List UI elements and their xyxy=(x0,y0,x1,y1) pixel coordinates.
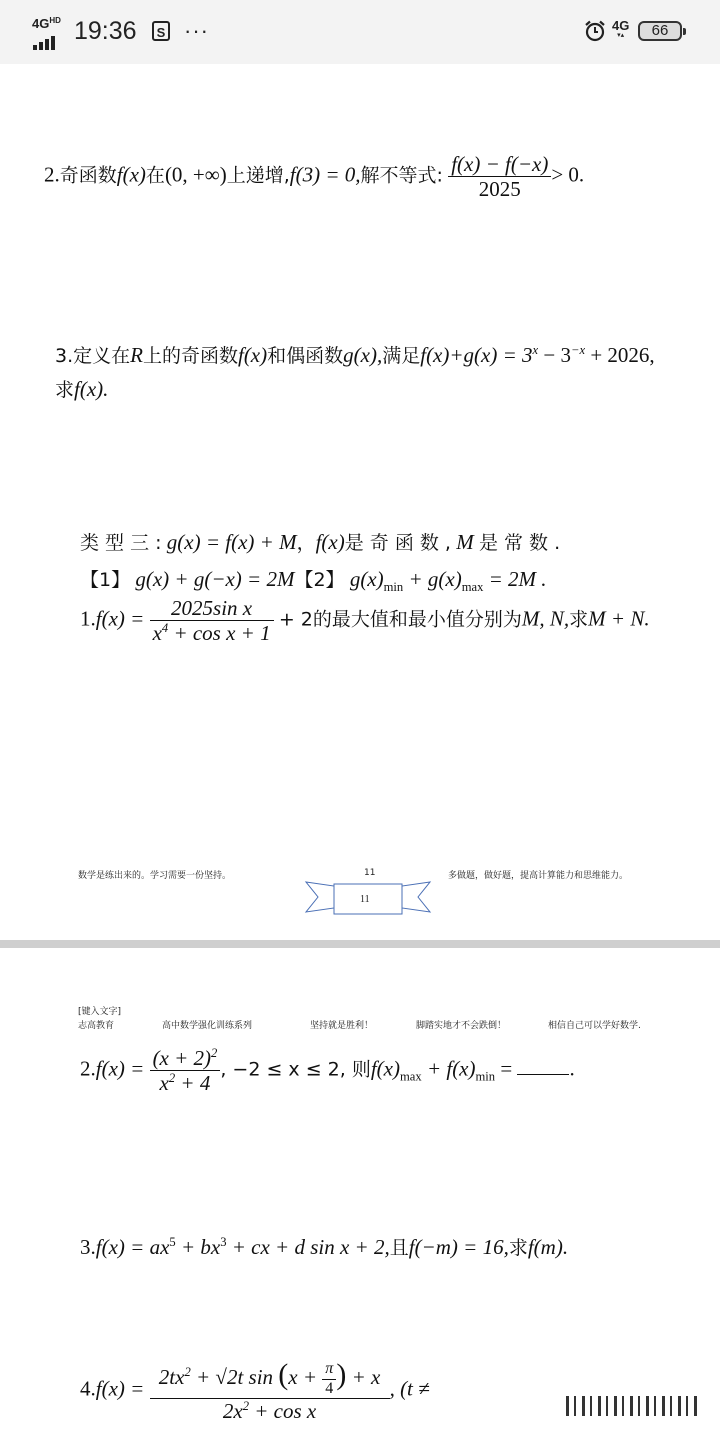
mobile-data-icon: 4G ▾▴ xyxy=(612,18,630,39)
status-bar xyxy=(0,0,720,64)
app-notification-icon: S xyxy=(152,21,170,41)
battery-icon: 66 xyxy=(638,21,682,41)
question-1: 1.f(x) = $\frac{\text{2025sin x}}{x^4 + \cos x + 1}$ + 2的最大值和最小值分别为M, N,求M + N. xyxy=(80,596,650,646)
header-item: 相信自己可以学好数学. xyxy=(548,1021,641,1031)
cellular-signal-icon: $4G^{HD}$ xyxy=(32,16,66,46)
answer-blank[interactable] xyxy=(517,1053,569,1075)
fraction: $\frac{\text{2025sin x}}{x^4 + \cos x + 1}$ xyxy=(150,596,274,645)
type-3-heading: 类 型 三 : g(x) = f(x) + M，f(x)是 奇 函 数 , M 是 常 数 . xyxy=(80,530,561,554)
more-notifications-icon: ··· xyxy=(184,18,209,43)
question-2: 2.f(x) = $\frac{(x + 2)^2}{x^2 + 4}$ , −2 ≤ x ≤ 2, 则$f(x)_{max} + f(x)_{min}$ = . xyxy=(80,1046,575,1096)
alarm-icon xyxy=(584,20,606,42)
problem-3-line-2: 求f(x). xyxy=(55,377,109,401)
header-placeholder: [键入文字] xyxy=(78,1007,122,1017)
question-3: $3.f(x) = ax^5 + bx^3$ + cx + d sin x + 2,且f(−m) = 16,求f(m). xyxy=(80,1235,569,1259)
fraction: $\frac{f(x) - f(-x)}{2025}$ xyxy=(448,152,551,201)
page-divider xyxy=(0,940,720,948)
page-number: 11 xyxy=(364,868,376,878)
watermark-icon xyxy=(560,1392,710,1420)
header-item: 高中数学强化训练系列 xyxy=(162,1021,253,1031)
fraction: $\frac{(x + 2)^2}{x^2 + 4}$ xyxy=(150,1046,221,1095)
question-4: 4.f(x) = $2tx^2 + √2t$ sin (x + $\frac{\pi}{4}$ ) + x $2x^2 + \cos x$ , (t ≠ xyxy=(80,1358,430,1424)
problem-2: 2.奇函数f(x)在(0, +∞)上递增,f(3) = 0,解不等式: $\frac{f(x) - f(-x)}{2025}$ > 0. xyxy=(44,152,585,202)
header-item: 脚踏实地才不会跌倒！ xyxy=(416,1021,507,1031)
header-item: 志高教育 xyxy=(78,1021,115,1031)
problem-3-line-1: 3.定义在R上的奇函数f(x)和偶函数g(x),满足$f(x)+g(x) = 3^x - 3^{-x} + 2026$, xyxy=(55,343,655,367)
clock: 19:36 xyxy=(74,17,137,45)
type-3-facts: 【1】 g(x) + g(−x) = 2M【2】 $g(x)_{min} + g(x)_{max} = 2M$ . xyxy=(80,567,547,595)
header-item: 坚持就是胜利！ xyxy=(310,1021,374,1031)
ribbon-page-number: 11 xyxy=(360,894,370,905)
fraction: $2tx^2 + √2t$ sin (x + $\frac{\pi}{4}$ ) + x $2x^2 + \cos x$ xyxy=(150,1358,390,1423)
